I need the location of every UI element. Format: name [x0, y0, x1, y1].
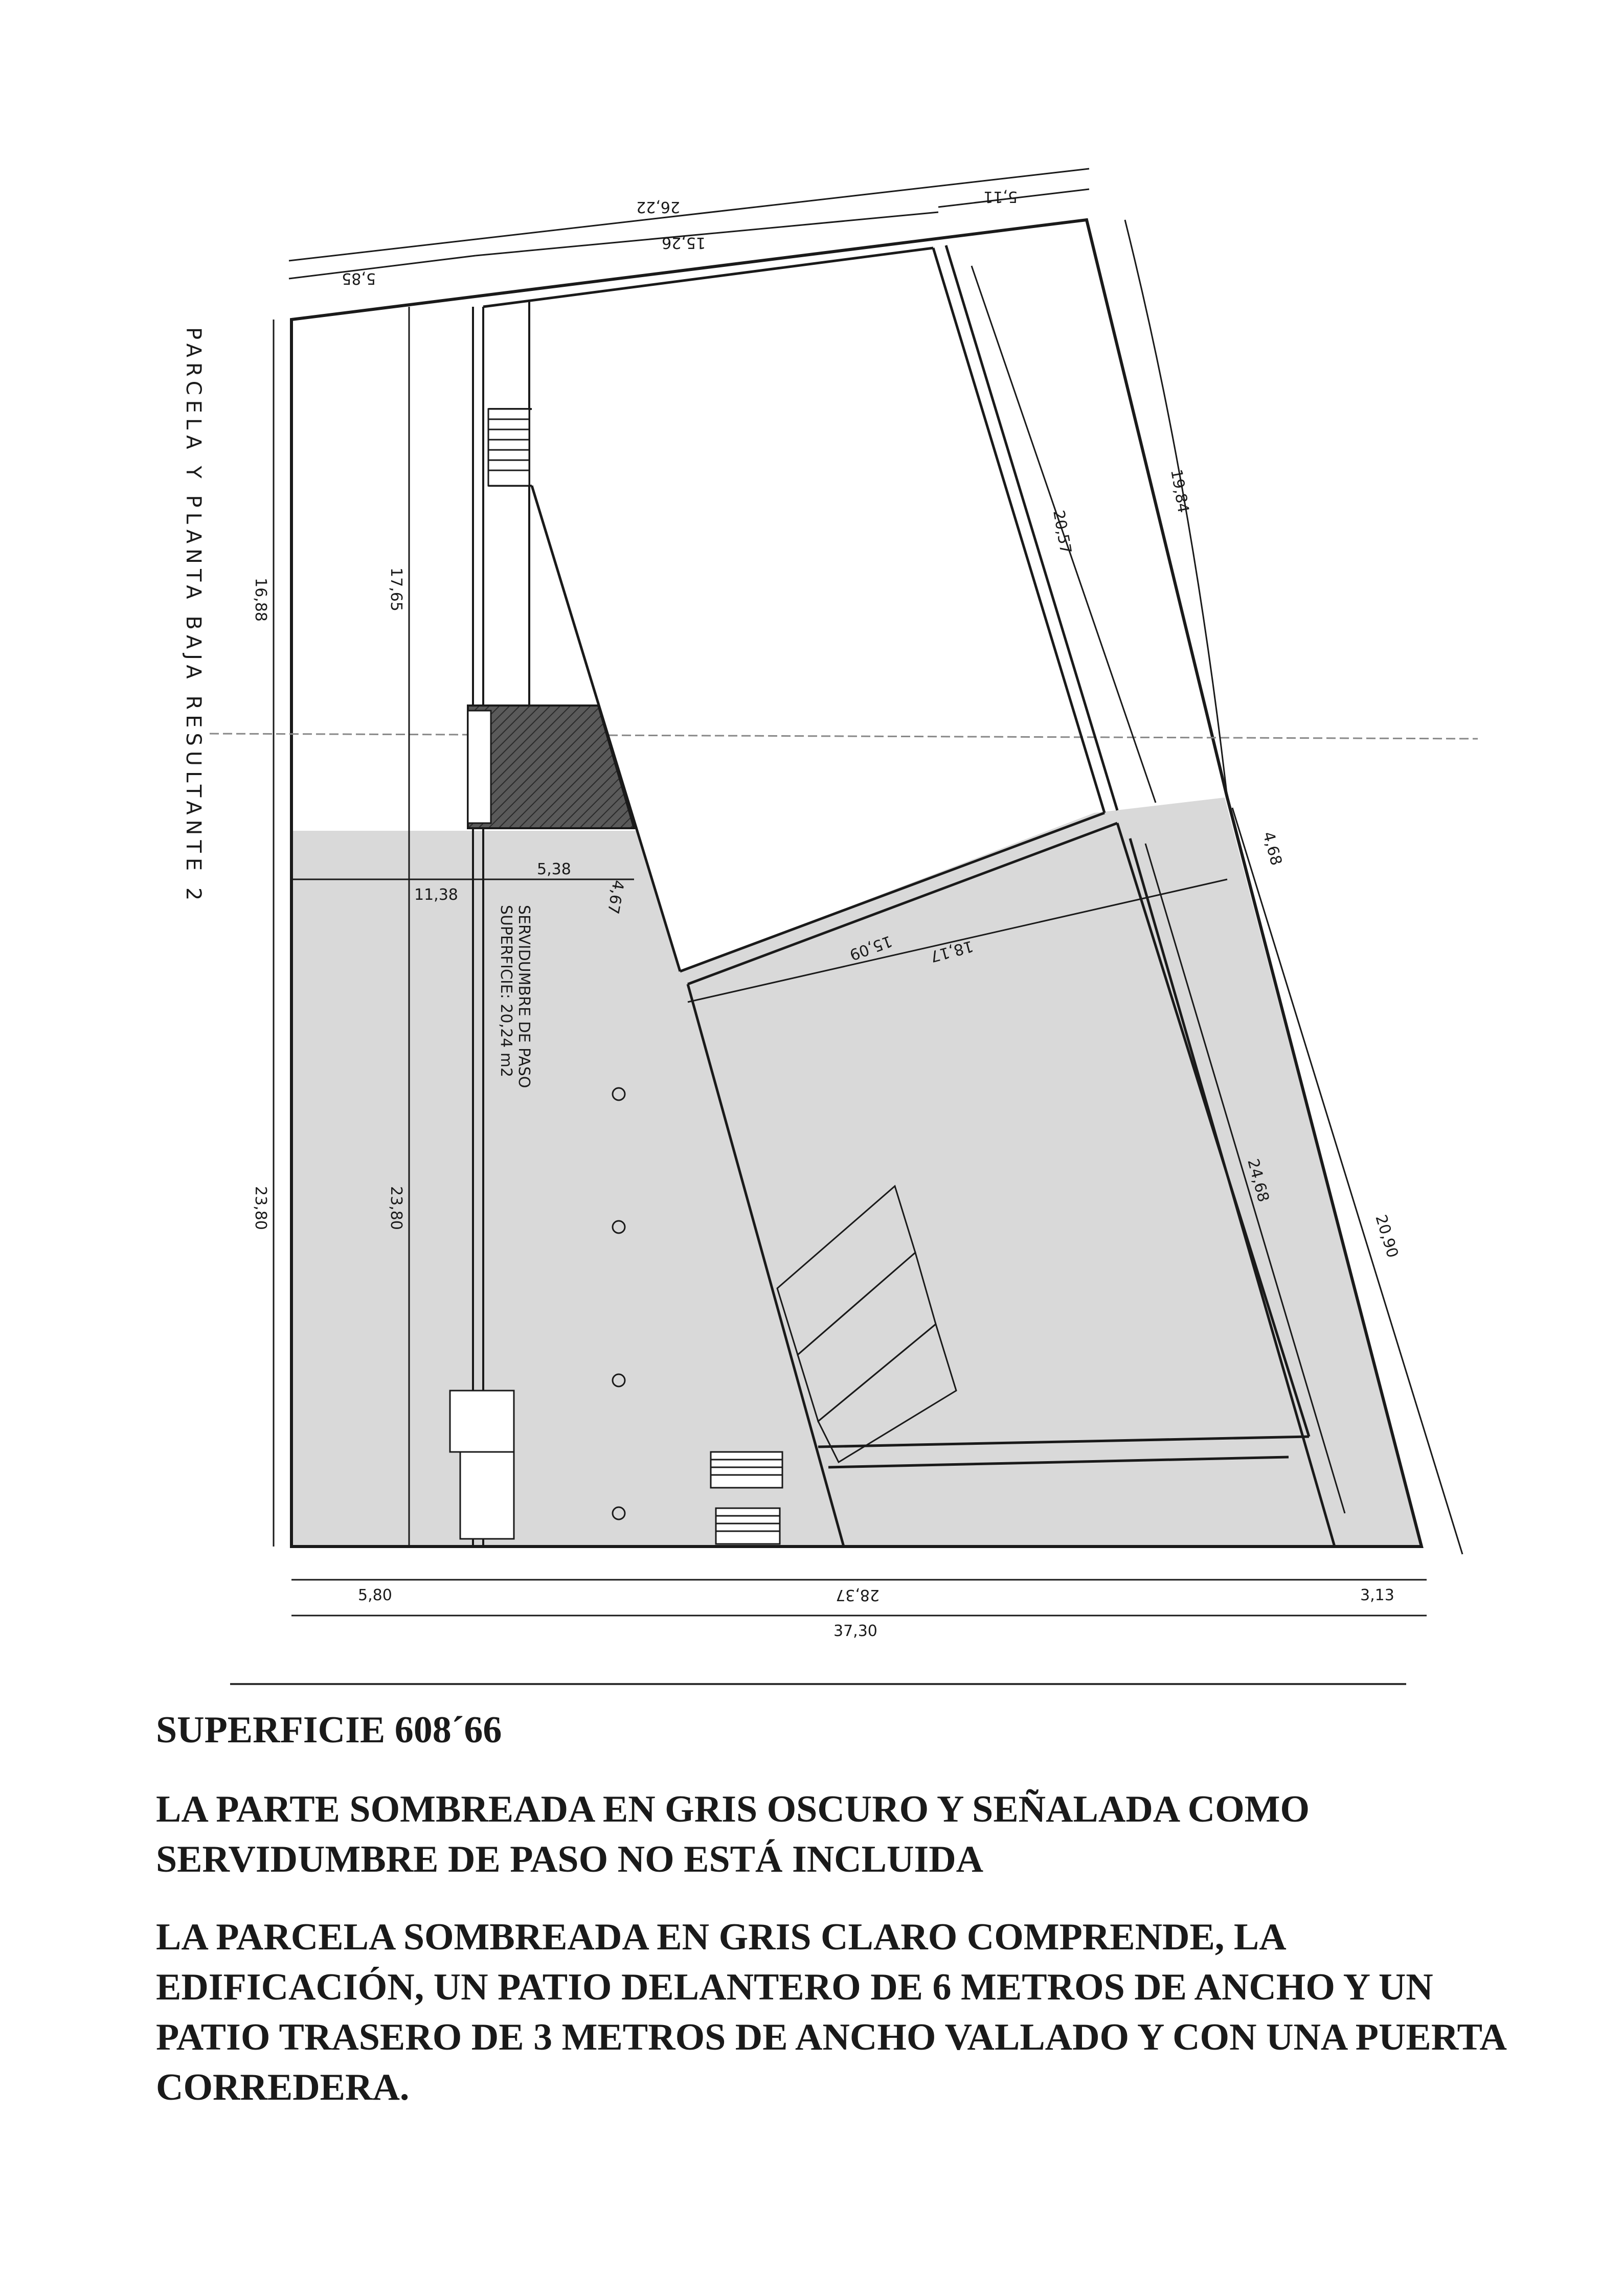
- dim-top-middle: 15,26: [662, 234, 706, 252]
- entrance-block: [450, 1391, 514, 1539]
- easement-label-line2: SUPERFICIE: 20,24 m2: [497, 905, 515, 1078]
- dim-4-67: 4,67: [603, 878, 627, 916]
- dim-right-arc-small: 4,68: [1259, 830, 1286, 868]
- separator-line: [230, 1683, 1406, 1685]
- dim-right-lower: 20,90: [1371, 1213, 1402, 1260]
- dim-bottom-total: 37,30: [833, 1622, 877, 1640]
- easement-label-line1: SERVIDUMBRE DE PASO: [515, 905, 533, 1088]
- scan-line: [210, 734, 1478, 739]
- dim-18-17: 18,17: [928, 937, 975, 966]
- drawing-title: PARCELA Y PLANTA BAJA RESULTANTE 2: [182, 327, 205, 906]
- parcel-note: LA PARCELA SOMBREADA EN GRIS CLARO COMPRENDE, LA EDIFICACIÓN, UN PATIO DELANTERO DE 6 METROS DE ANCHO Y UN PATIO TRASERO DE 3 METROS DE ANCHO VALLADO Y CON UNA PUERTA CORREDERA.: [156, 1916, 1505, 2108]
- easement-door: [468, 711, 491, 823]
- dim-bottom-left: 5,80: [358, 1586, 392, 1604]
- dim-right-arc: 19,84: [1167, 468, 1192, 514]
- surface-area-label: SUPERFICIE 608´66: [156, 1709, 502, 1751]
- dim-left-upper: 16,88: [252, 578, 269, 622]
- dim-11-38: 11,38: [414, 886, 458, 904]
- dim-15-09: 15,09: [847, 931, 895, 964]
- dim-inner-upper: 17,65: [387, 567, 405, 611]
- easement-hatched-area: [468, 706, 634, 828]
- dim-top-total: 26,22: [636, 198, 680, 216]
- dim-bottom-right: 3,13: [1360, 1586, 1394, 1604]
- dim-24-68: 24,68: [1244, 1157, 1273, 1204]
- dim-top-right: 5,11: [983, 188, 1018, 206]
- stair-upper: [488, 409, 529, 486]
- dim-20-57: 20,57: [1049, 509, 1075, 555]
- dim-5-38: 5,38: [537, 860, 571, 878]
- dim-top-left: 5,85: [342, 269, 376, 287]
- easement-note: LA PARTE SOMBREADA EN GRIS OSCURO Y SEÑALADA COMO SERVIDUMBRE DE PASO NO ESTÁ INCLUIDA: [156, 1788, 1310, 1880]
- dim-bottom-middle: 28,37: [836, 1586, 880, 1604]
- dim-inner-lower: 23,80: [387, 1186, 405, 1230]
- dim-left-lower: 23,80: [252, 1186, 269, 1230]
